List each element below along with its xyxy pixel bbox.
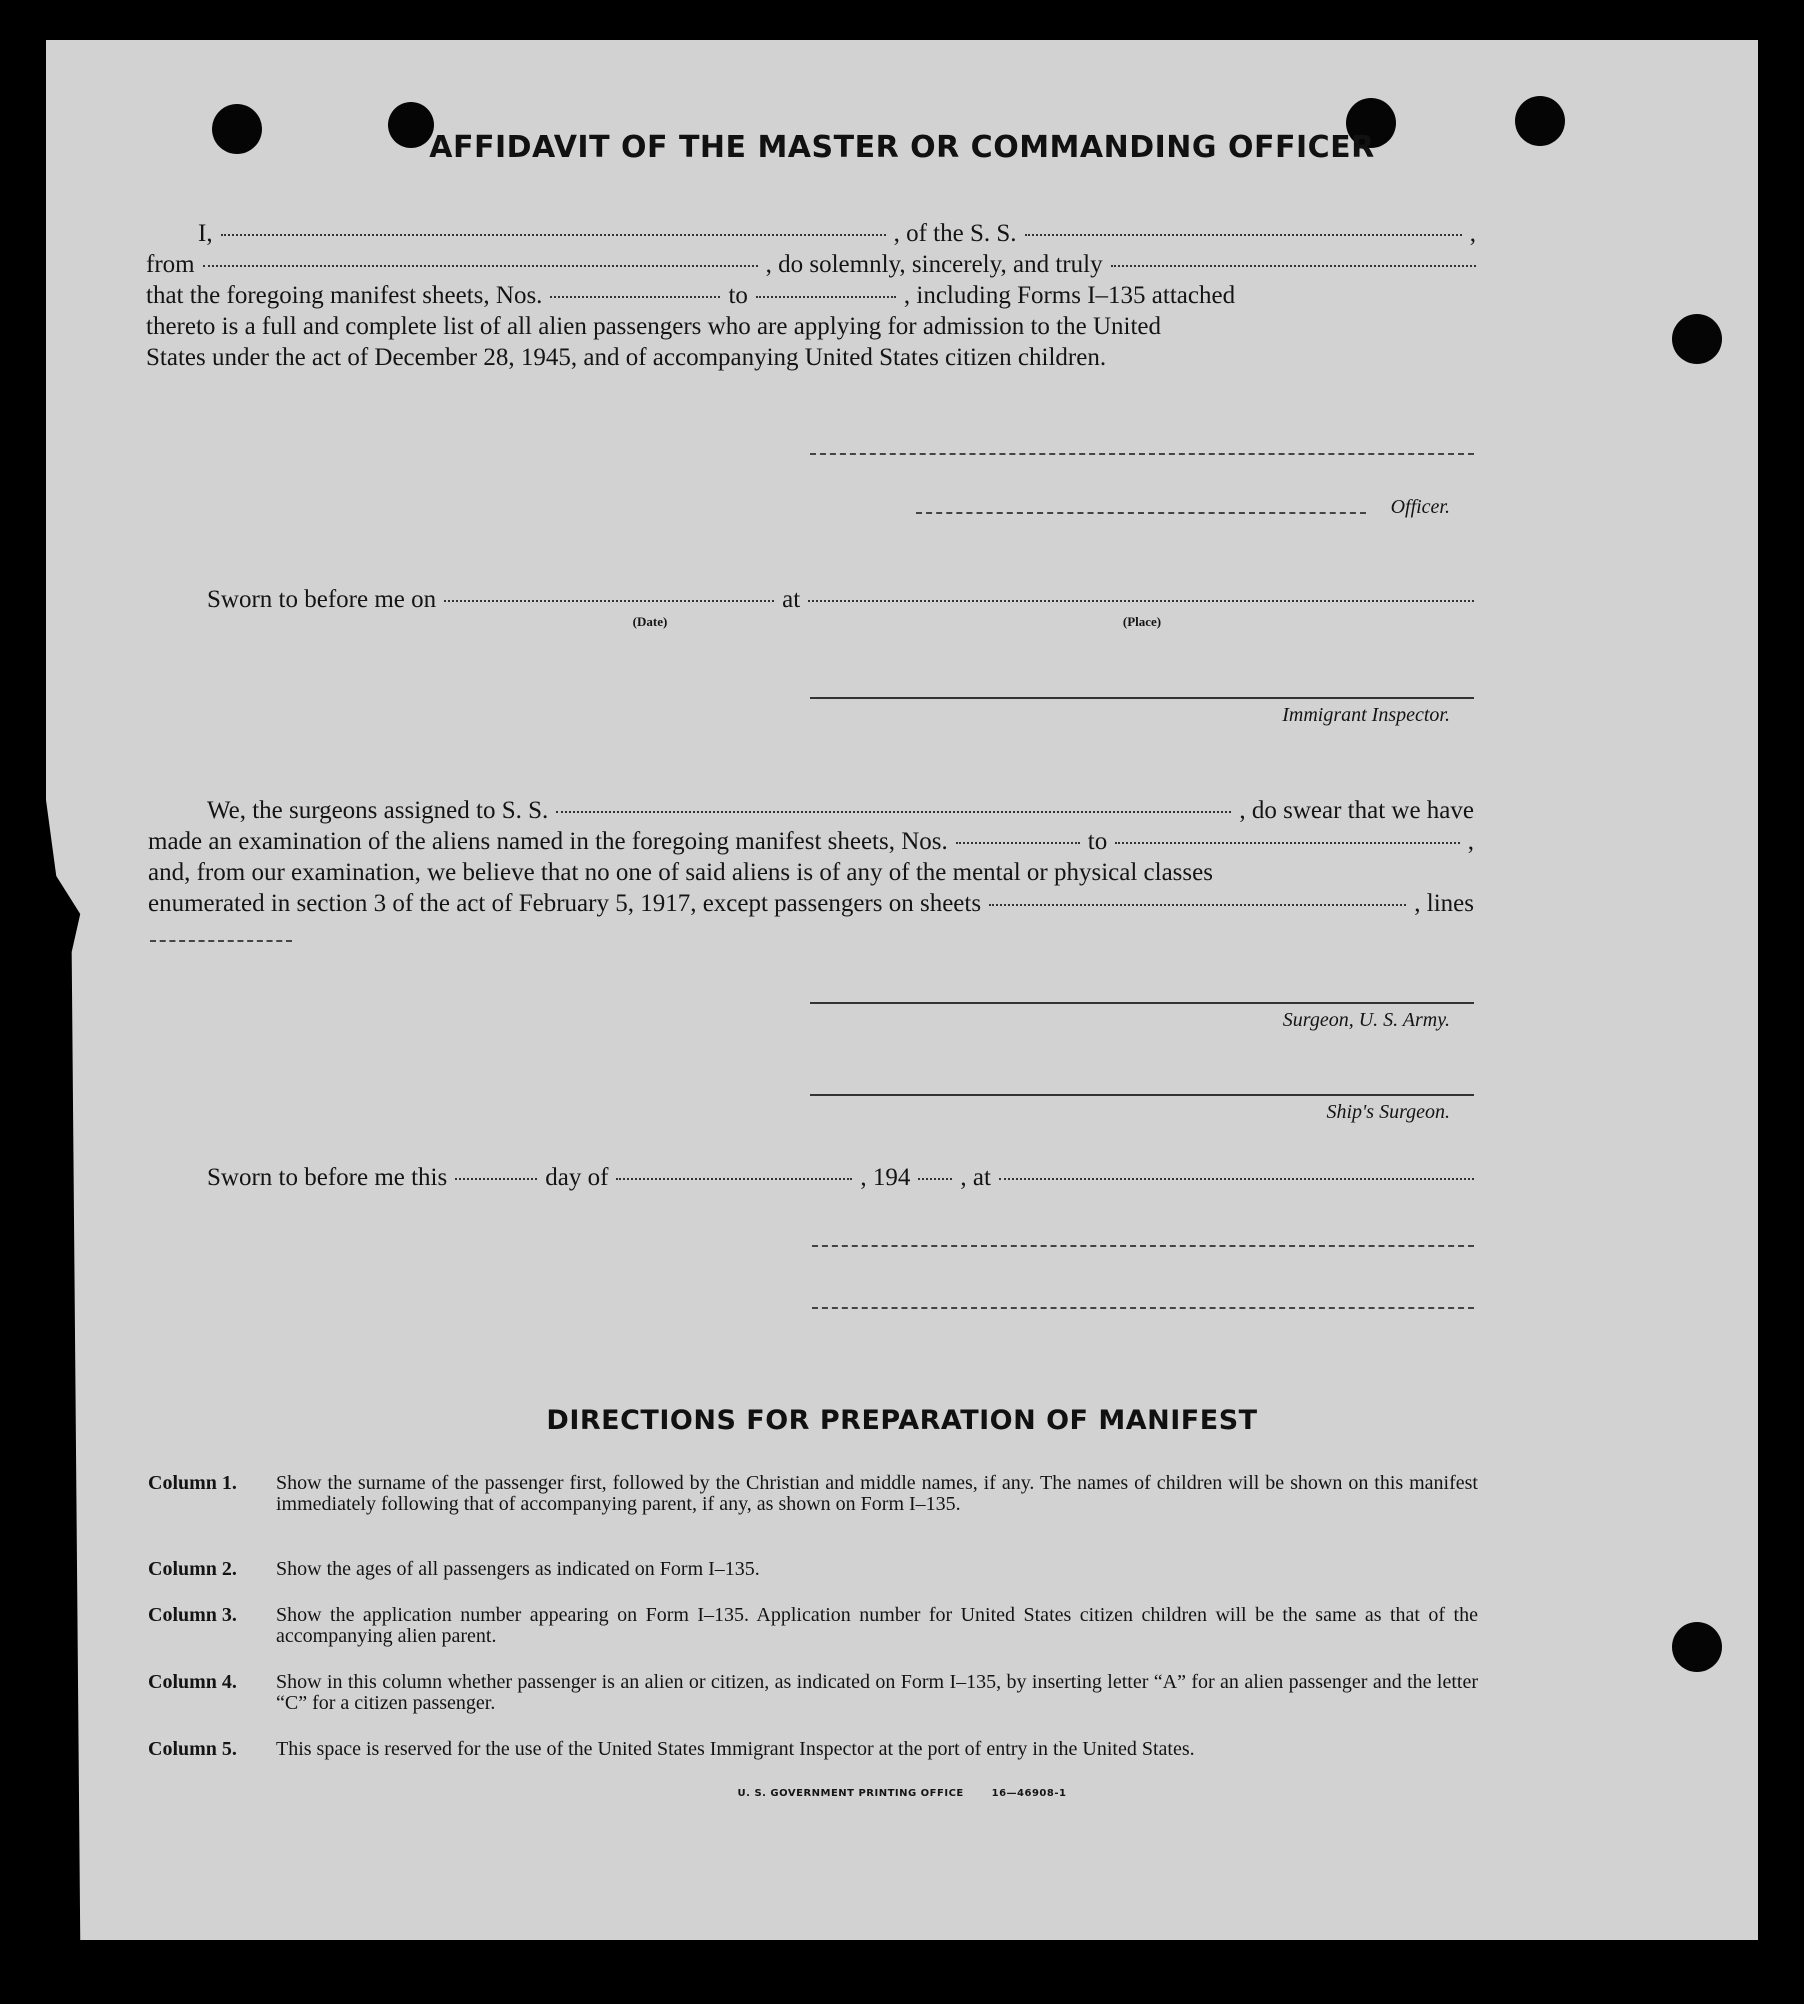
affirm-field[interactable]: [1111, 265, 1476, 267]
direction-text: Show the ages of all passengers as indicated on Form I–135.: [276, 1558, 760, 1580]
sworn-title-line[interactable]: [812, 1307, 1474, 1309]
affidavit-line-2: [146, 251, 1476, 279]
ship-surgeon-signature-line[interactable]: [810, 1094, 1474, 1096]
printer-footer: [0, 1788, 1804, 1799]
affidavit-text: , including Forms I–135 attached: [903, 282, 1236, 309]
direction-column-2: [148, 1559, 1478, 1580]
inspector-caption: Immigrant Inspector.: [1282, 704, 1450, 726]
place-field[interactable]: [808, 600, 1474, 602]
sworn-text: , 194: [860, 1164, 911, 1191]
month-field[interactable]: [616, 1178, 852, 1180]
direction-label: Column 2.: [148, 1558, 237, 1580]
surgeons-line-1: [207, 797, 1474, 825]
date-caption: (Date): [632, 614, 668, 629]
direction-text: This space is reserved for the use of the United States Immigrant Inspector at the port of entry in the United States.: [276, 1738, 1195, 1760]
direction-column-4: [148, 1672, 1478, 1714]
officer-caption: Officer.: [1390, 496, 1450, 518]
lines-field[interactable]: [150, 940, 292, 942]
punch-hole: [1672, 314, 1722, 364]
direction-label: Column 5.: [148, 1738, 237, 1760]
printer-name: U. S. GOVERNMENT PRINTING OFFICE: [737, 1788, 964, 1799]
affidavit-text: from: [146, 251, 195, 278]
sworn-text: day of: [545, 1164, 609, 1191]
ship-surgeon-caption: Ship's Surgeon.: [1326, 1101, 1450, 1123]
direction-label: Column 3.: [148, 1604, 237, 1626]
affidavit-line-3: [146, 282, 1476, 310]
direction-text: Show the application number appearing on Form I–135. Application number for United States citizen children will be the same as that of the accompanying alien parent.: [276, 1604, 1478, 1647]
direction-column-3: [148, 1605, 1478, 1647]
sworn-text: Sworn to before me on: [207, 586, 437, 613]
direction-label: Column 4.: [148, 1671, 237, 1693]
affidavit-text: , do solemnly, sincerely, and truly: [765, 251, 1103, 278]
surgeons-line-2: [148, 828, 1474, 856]
sworn-place-field[interactable]: [999, 1178, 1474, 1180]
name-field[interactable]: [221, 234, 886, 236]
sworn-text: Sworn to before me this: [207, 1164, 448, 1191]
army-surgeon-signature-line[interactable]: [810, 1002, 1474, 1004]
sworn-text: at: [782, 586, 801, 613]
direction-text: Show the surname of the passenger first, followed by the Christian and middle names, if any. The names of children will be shown on this manifest immediately following that of accompanying parent, if any, as shown on Form I–135.: [276, 1472, 1478, 1515]
affidavit-title: AFFIDAVIT OF THE MASTER OR COMMANDING OFFICER: [429, 130, 1375, 165]
directions-title: DIRECTIONS FOR PREPARATION OF MANIFEST: [546, 1405, 1258, 1436]
affidavit-text: I,: [198, 220, 213, 247]
direction-column-1: [148, 1473, 1478, 1515]
sworn-text: , at: [960, 1164, 991, 1191]
sworn-line-2: [207, 1164, 1474, 1192]
surgeons-text: made an examination of the aliens named in the foregoing manifest sheets, Nos.: [148, 828, 948, 855]
day-field[interactable]: [455, 1178, 537, 1180]
sworn-signature-line[interactable]: [812, 1245, 1474, 1247]
inspector-signature-line[interactable]: [810, 697, 1474, 699]
date-field[interactable]: [444, 600, 774, 602]
from-field[interactable]: [203, 265, 758, 267]
surgeon-sheet-from-field[interactable]: [956, 842, 1080, 844]
affidavit-line-4: thereto is a full and complete list of all alien passengers who are applying for admission to the United: [146, 313, 1162, 340]
affidavit-text: ,: [1469, 220, 1476, 247]
surgeons-text: enumerated in section 3 of the act of February 5, 1917, except passengers on sheets: [148, 890, 982, 917]
affidavit-text: that the foregoing manifest sheets, Nos.: [146, 282, 543, 309]
direction-text: Show in this column whether passenger is an alien or citizen, as indicated on Form I–135, by inserting letter “A” for an alien passenger and the letter “C” for a citizen passenger.: [276, 1671, 1478, 1714]
sworn-line-1: [207, 586, 1474, 614]
army-surgeon-caption: Surgeon, U. S. Army.: [1282, 1009, 1450, 1031]
sheet-to-field[interactable]: [756, 296, 896, 298]
surgeons-line-4: [148, 890, 1474, 918]
affidavit-text: , of the S. S.: [893, 220, 1017, 247]
surgeons-line-3: and, from our examination, we believe that no one of said aliens is of any of the mental or physical classes: [148, 859, 1213, 886]
except-sheets-field[interactable]: [989, 904, 1406, 906]
punch-hole: [1672, 1622, 1722, 1672]
surgeons-text: , lines: [1414, 890, 1474, 917]
surgeon-sheet-to-field[interactable]: [1115, 842, 1460, 844]
surgeons-text: , do swear that we have: [1239, 797, 1474, 824]
ship-name-field[interactable]: [1025, 234, 1462, 236]
affidavit-line-1: [198, 220, 1476, 248]
affidavit-text: to: [728, 282, 748, 309]
direction-label: Column 1.: [148, 1472, 237, 1494]
direction-column-5: [148, 1739, 1478, 1760]
officer-title-line[interactable]: [916, 512, 1366, 514]
year-field[interactable]: [918, 1178, 952, 1180]
surgeons-text: We, the surgeons assigned to S. S.: [207, 797, 549, 824]
surgeons-text: ,: [1467, 828, 1474, 855]
surgeons-text: to: [1087, 828, 1108, 855]
sheet-from-field[interactable]: [550, 296, 720, 298]
surgeon-ship-field[interactable]: [556, 811, 1231, 813]
affidavit-line-5: States under the act of December 28, 1945, and of accompanying United States citizen children.: [146, 344, 1107, 371]
officer-signature-line[interactable]: [810, 453, 1474, 455]
form-code: 16—46908-1: [991, 1788, 1067, 1799]
place-caption: (Place): [1122, 614, 1162, 629]
